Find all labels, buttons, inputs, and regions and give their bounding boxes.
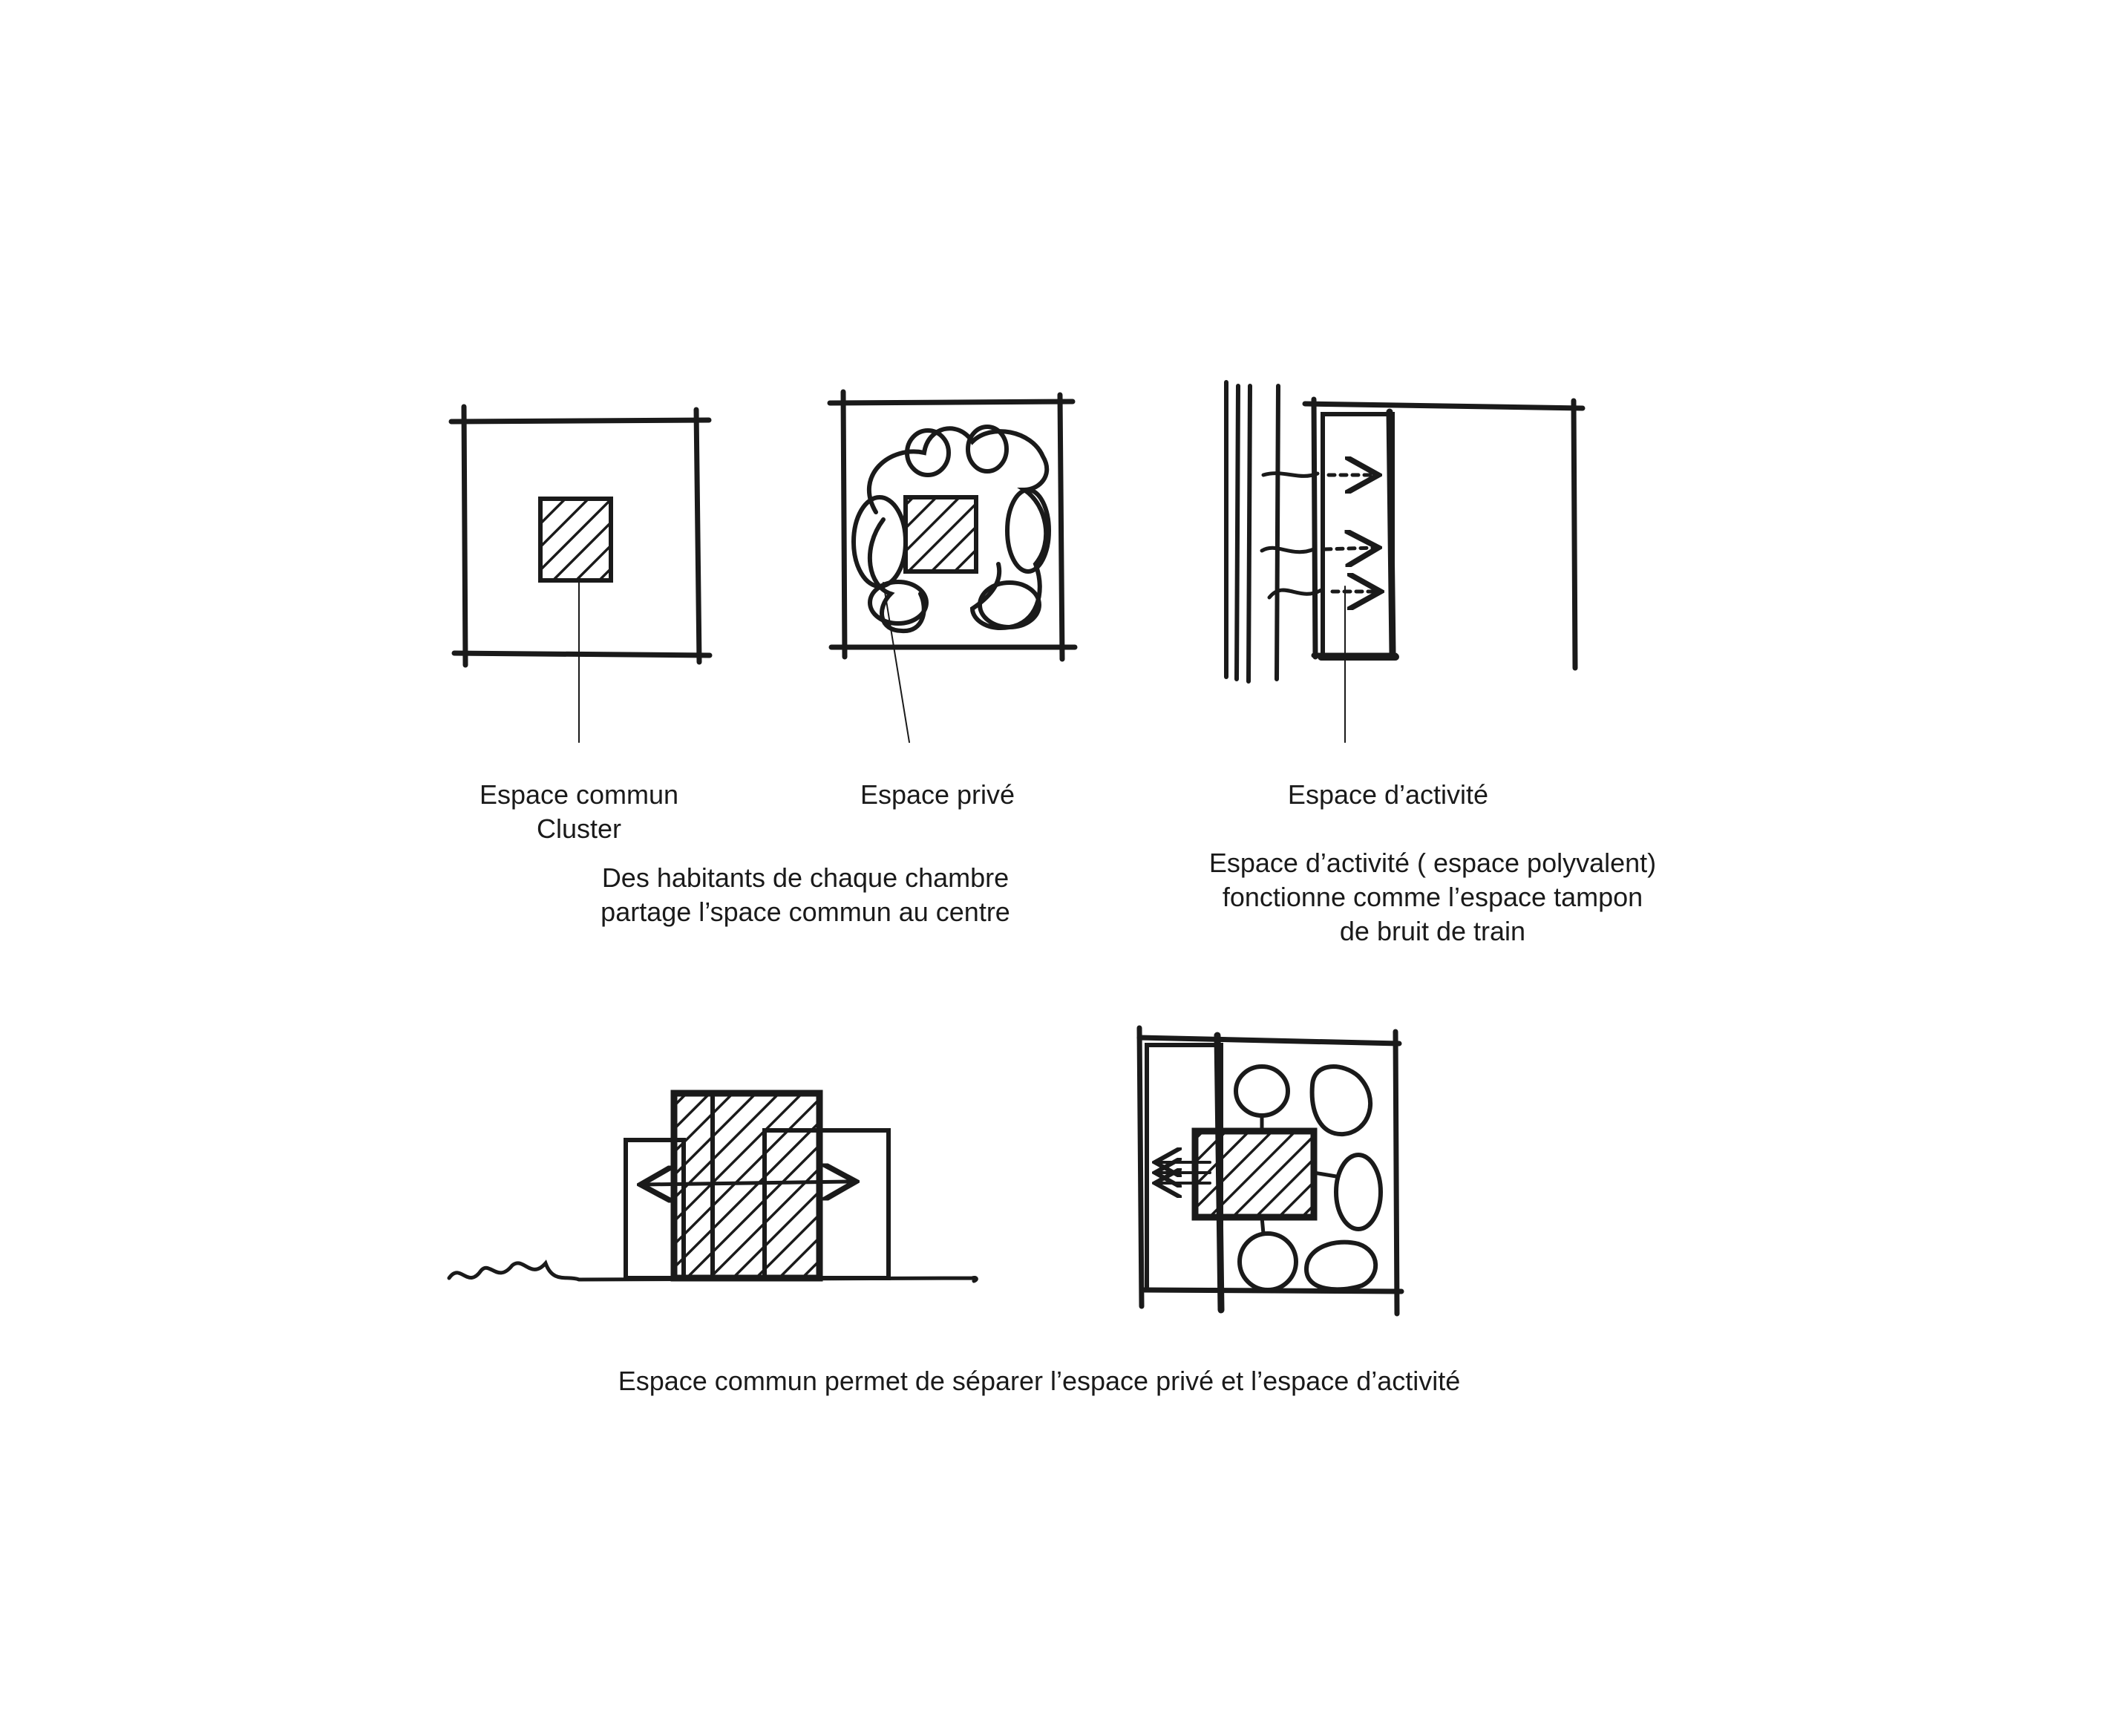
caption-activity-line3: de bruit de train <box>1339 916 1526 946</box>
label-common-line1: Espace commun <box>479 779 679 810</box>
leader-line-private <box>883 583 909 742</box>
caption-activity-line1: Espace d’activité ( espace polyvalent) <box>1208 848 1657 878</box>
room-bottom-left <box>870 582 926 623</box>
caption-activity-line2: fonctionne comme l’espace tampon <box>1222 882 1643 912</box>
plan-room-4 <box>1240 1234 1296 1290</box>
plan-common-hatched <box>1195 1131 1314 1217</box>
label-private: Espace privé <box>860 779 1015 810</box>
label-common-cluster <box>480 778 678 846</box>
caption-activity <box>1209 846 1656 949</box>
plan-room-2 <box>1312 1067 1370 1134</box>
activity-frame <box>1305 399 1583 668</box>
diagram-activity <box>1226 382 1583 742</box>
diagram-plan <box>1139 1028 1401 1314</box>
room-left <box>854 497 906 586</box>
plan-room-3 <box>1336 1155 1381 1229</box>
label-activity: Espace d’activité <box>1287 779 1489 810</box>
diagram-cluster <box>451 407 710 742</box>
room-right <box>1007 490 1049 571</box>
caption-private-line1: Des habitants de chaque chambre <box>601 862 1010 893</box>
diagram-private <box>830 392 1075 742</box>
plan-room-1 <box>1236 1067 1288 1116</box>
room-bottom-right <box>980 583 1039 627</box>
activity-buffer-zone <box>1323 414 1393 655</box>
common-space-hatched <box>906 497 976 571</box>
common-space-hatched <box>540 499 611 580</box>
caption-bottom: Espace commun permet de séparer l’espace privé et l’espace d’activité <box>618 1366 1461 1396</box>
caption-private <box>601 861 1010 929</box>
plan-room-5 <box>1306 1242 1375 1290</box>
diagram-section <box>449 1093 976 1281</box>
caption-private-line2: partage l’space commun au centre <box>601 897 1010 927</box>
railway-lines <box>1226 382 1278 681</box>
label-common-line2: Cluster <box>536 813 622 844</box>
